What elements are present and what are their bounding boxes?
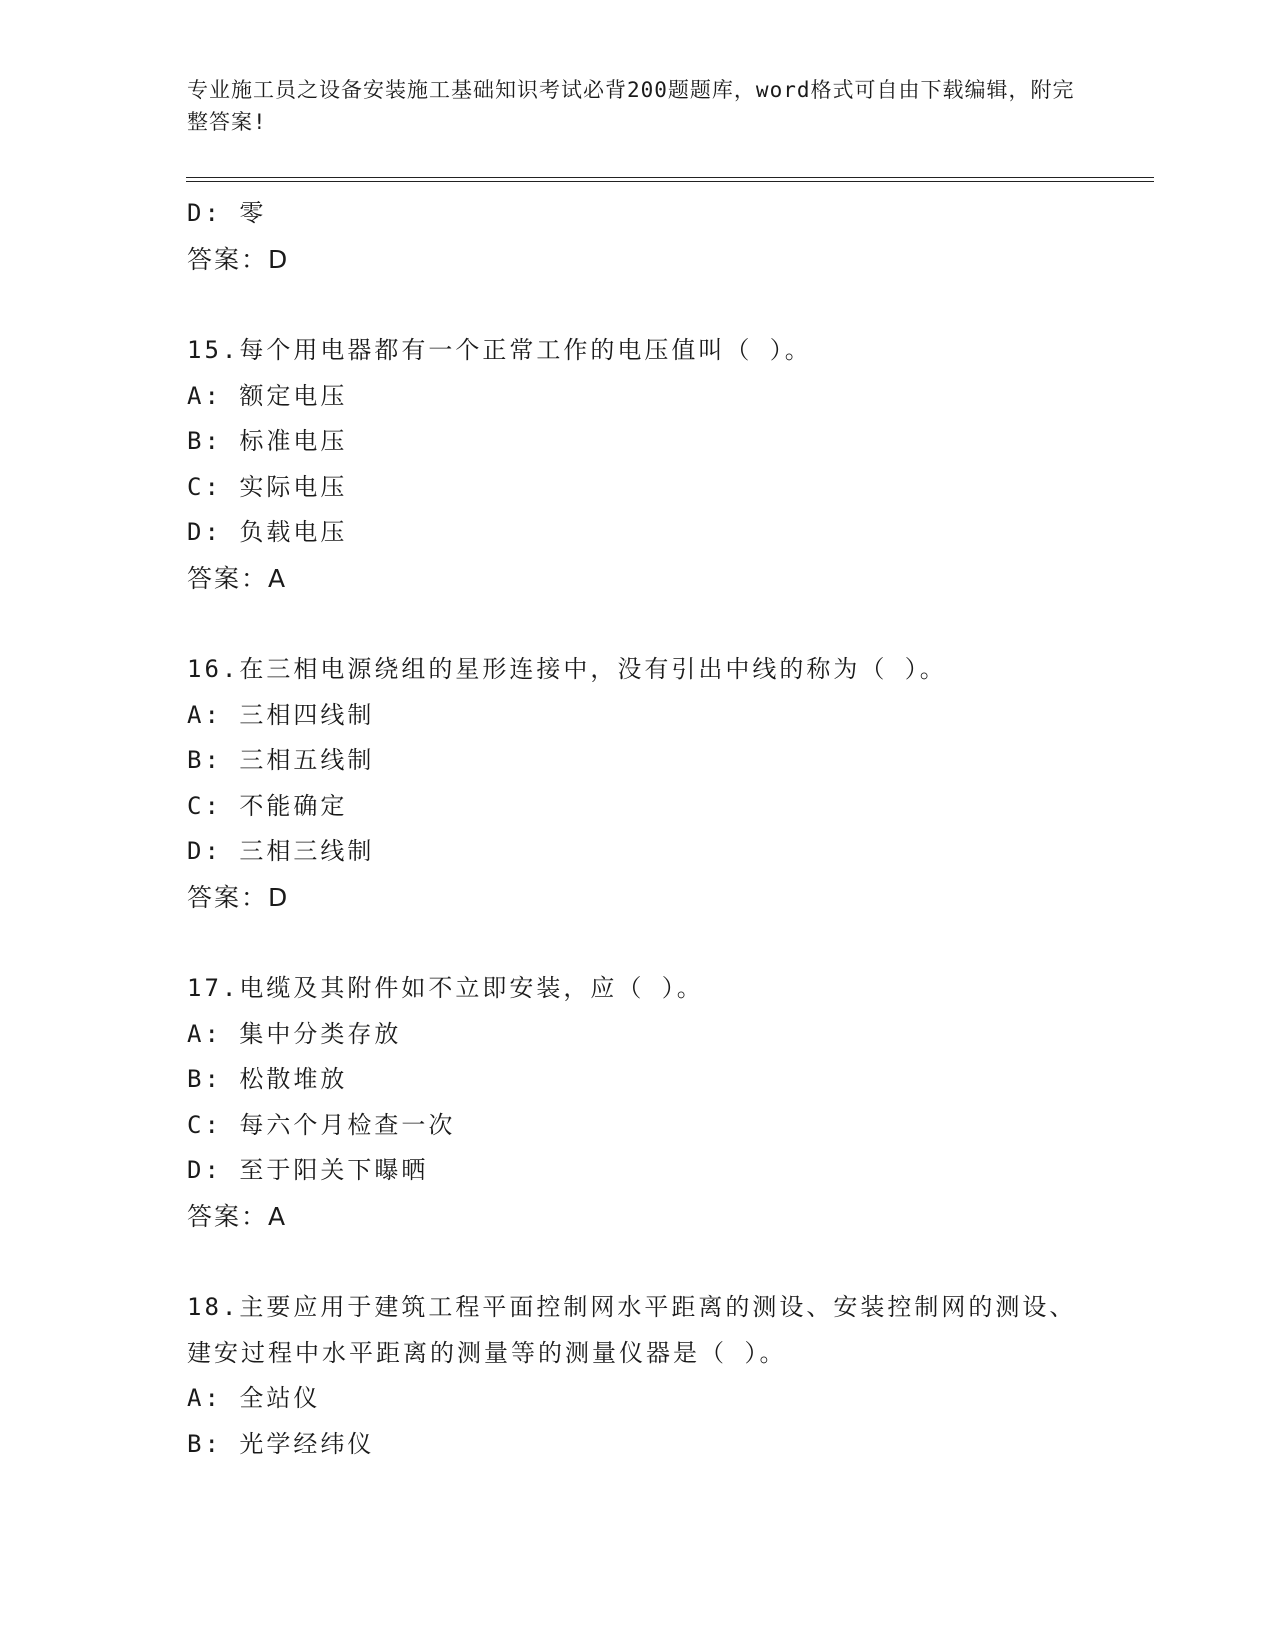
option-a: A: 额定电压	[187, 381, 348, 410]
option-c: C: 每六个月检查一次	[187, 1110, 456, 1139]
question-15	[187, 328, 1087, 601]
option-b: B: 标准电压	[187, 427, 348, 455]
option-a: A: 全站仪	[187, 1384, 321, 1412]
header-text: 专业施工员之设备安装施工基础知识考试必背200题题库，word格式可自由下载编辑，附完整答案!	[187, 78, 1075, 134]
answer-line: 答案：D	[187, 882, 290, 912]
document-body	[187, 191, 1087, 1467]
spacer	[187, 1239, 1087, 1285]
continued-question	[187, 191, 1087, 282]
option-b: B: 松散堆放	[187, 1065, 348, 1093]
option-c: C: 实际电压	[187, 472, 348, 501]
question-17	[187, 966, 1087, 1239]
question-stem: 16.在三相电源绕组的星形连接中，没有引出中线的称为（ ）。	[187, 655, 947, 683]
option-d: D: 至于阳关下曝晒	[187, 1156, 429, 1184]
answer-line: 答案：A	[187, 563, 288, 593]
answer-line: 答案：D	[187, 244, 290, 274]
option-d: D: 零	[187, 199, 267, 227]
option-d: D: 三相三线制	[187, 837, 375, 865]
answer-line: 答案：A	[187, 1201, 288, 1231]
question-stem: 15.每个用电器都有一个正常工作的电压值叫（ ）。	[187, 336, 812, 364]
option-a: A: 集中分类存放	[187, 1019, 402, 1048]
spacer	[187, 601, 1087, 647]
spacer	[187, 920, 1087, 966]
option-b: B: 光学经纬仪	[187, 1429, 375, 1458]
spacer	[187, 282, 1087, 328]
header-divider	[186, 177, 1154, 182]
question-16	[187, 647, 1087, 920]
page-header	[187, 74, 1087, 138]
option-d: D: 负载电压	[187, 518, 348, 546]
question-stem: 18.主要应用于建筑工程平面控制网水平距离的测设、安装控制网的测设、建安过程中水平距离的测量等的测量仪器是（ ）。	[187, 1293, 1077, 1367]
option-a: A: 三相四线制	[187, 700, 375, 729]
question-stem: 17.电缆及其附件如不立即安装，应（ ）。	[187, 974, 704, 1002]
option-c: C: 不能确定	[187, 791, 348, 820]
option-b: B: 三相五线制	[187, 746, 375, 774]
question-18	[187, 1285, 1087, 1467]
